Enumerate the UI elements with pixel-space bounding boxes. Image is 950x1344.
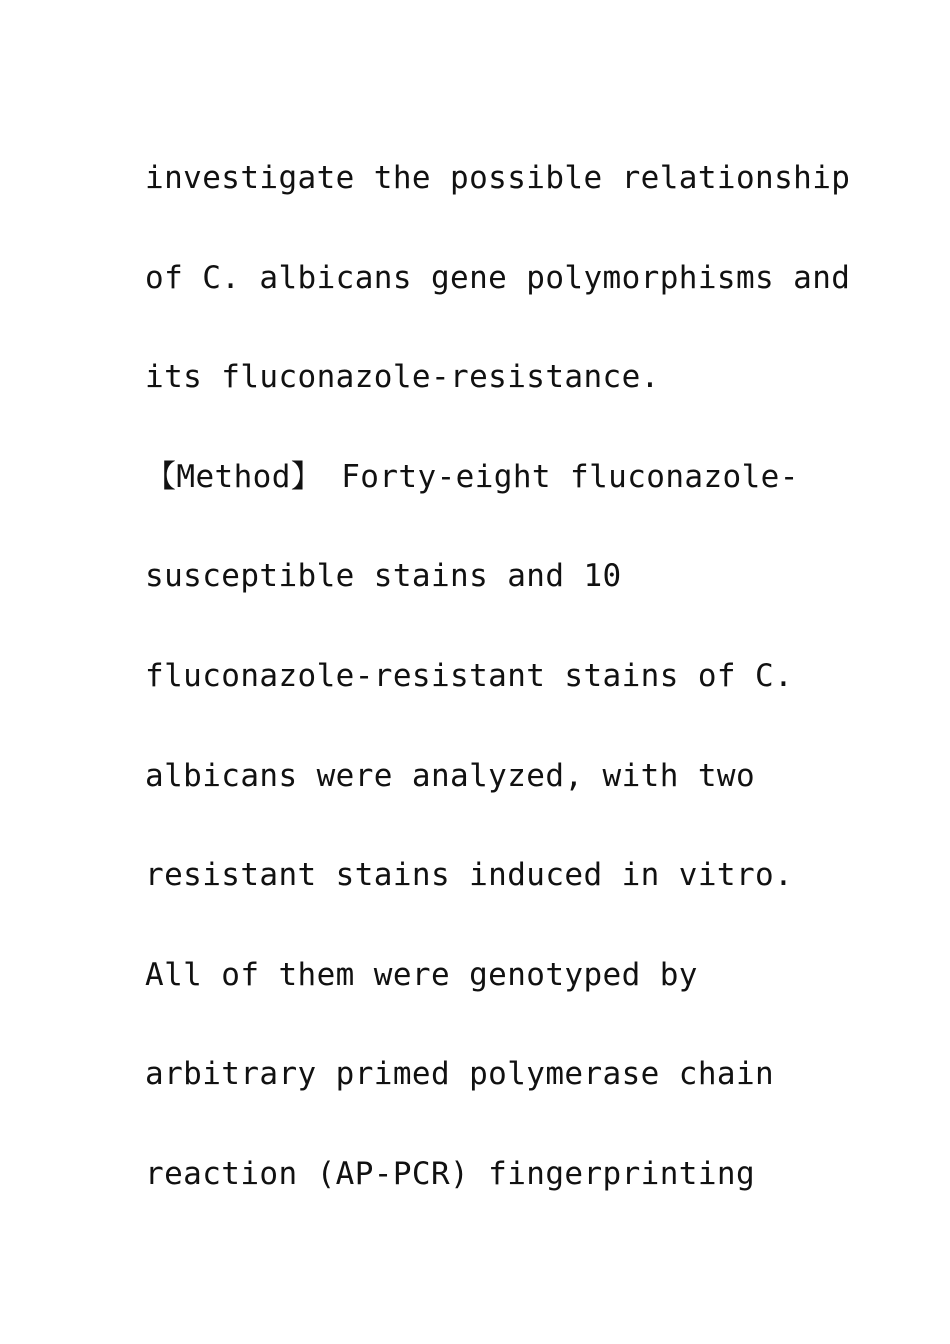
text-line: investigate the possible relationship xyxy=(145,160,851,196)
text-line: resistant stains induced in vitro. xyxy=(145,857,794,894)
abstract-text-block xyxy=(145,129,851,1225)
method-heading-line: 【Method】 Forty-eight fluconazole- xyxy=(145,458,799,495)
text-line: All of them were genotyped by xyxy=(145,956,698,993)
text-line: arbitrary primed polymerase chain xyxy=(145,1056,775,1093)
text-line: of C. albicans gene polymorphisms and xyxy=(145,259,851,296)
text-line: its fluconazole-resistance. xyxy=(145,359,660,396)
text-line: fluconazole-resistant stains of C. xyxy=(145,657,794,694)
text-line: reaction (AP-PCR) fingerprinting xyxy=(145,1155,756,1192)
text-line: susceptible stains and 10 xyxy=(145,558,622,595)
text-line: albicans were analyzed, with two xyxy=(145,757,756,794)
